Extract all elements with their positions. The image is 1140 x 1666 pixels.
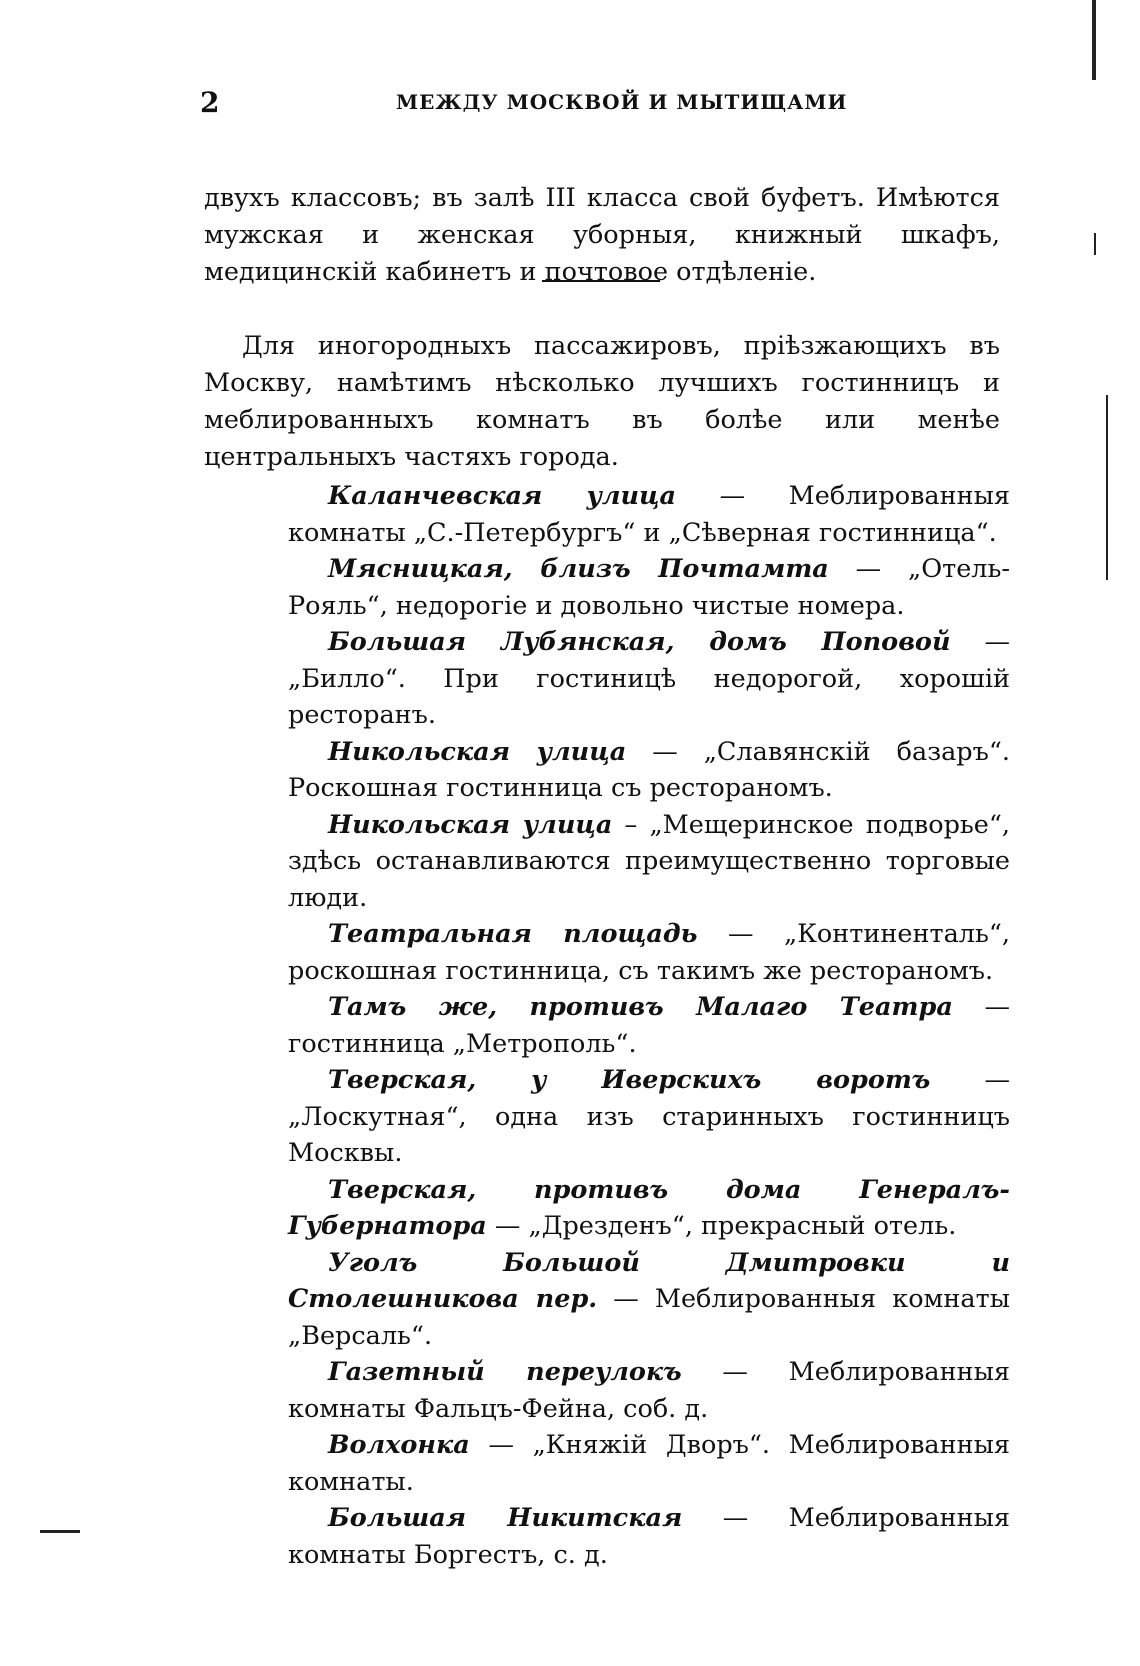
running-title: МЕЖДУ МОСКВОЙ И МЫТИЩАМИ xyxy=(396,90,848,114)
entry-text: — „Отель-Рояль“, недорогіе и довольно чистые номера. xyxy=(288,554,1010,621)
entry-place: Уголъ Большой Дмитровки и Столешникова пер. xyxy=(288,1247,1010,1314)
entry-text: — Меблированныя комнаты „С.-Петербургъ“ и „Сѣверная гостинница“. xyxy=(288,481,1011,548)
entry-text: — „Лоскутная“, одна изъ старинныхъ гостинницъ Москвы. xyxy=(288,1065,1011,1168)
list-item xyxy=(288,1172,1010,1245)
list-item xyxy=(288,807,1010,917)
list-item xyxy=(288,624,1010,734)
entry-place: Тамъ же, противъ Малаго Театра xyxy=(328,992,953,1022)
list-item xyxy=(288,734,1010,807)
entry-place: Большая Никитская xyxy=(328,1503,683,1533)
list-item xyxy=(288,989,1010,1062)
entry-place: Театральная площадь xyxy=(328,919,698,949)
entry-place: Тверская, противъ дома Генералъ-Губернатора xyxy=(288,1174,1010,1241)
entry-text: — „Княжій Дворъ“. Меблированныя комнаты. xyxy=(288,1430,1010,1497)
hotel-list xyxy=(288,478,1010,1573)
list-item xyxy=(288,1245,1010,1355)
list-item xyxy=(288,1500,1010,1573)
entry-place: Мясницкая, близъ Почтамта xyxy=(328,554,829,584)
entry-place: Никольская улица xyxy=(328,736,627,767)
entry-place: Каланчевская улица xyxy=(328,481,677,511)
entry-place: Тверская, у Иверскихъ воротъ xyxy=(328,1065,931,1095)
entry-text: — Меблированныя комнаты Боргестъ, с. д. xyxy=(288,1503,1010,1570)
entry-place: Никольская улица xyxy=(328,809,613,840)
entry-text: — гостинница „Метрополь“. xyxy=(288,992,1010,1059)
paragraph-intro: Для иногородныхъ пассажировъ, пріѣзжающихъ въ Москву, намѣтимъ нѣсколько лучшихъ гостинницъ и меблированныхъ комнатъ въ болѣе или менѣе центральныхъ частяхъ города. xyxy=(204,330,1000,472)
entry-text: – „Мещеринское подворье“, здѣсь останавливаются преимущественно торговые люди. xyxy=(288,809,1011,913)
entry-text: — Меблированныя комнаты „Версаль“. xyxy=(288,1284,1010,1351)
list-item xyxy=(288,551,1010,624)
scan-edge-line xyxy=(1092,0,1096,80)
scan-dash-mark xyxy=(40,1530,80,1533)
list-item xyxy=(288,1354,1010,1427)
section-divider xyxy=(542,280,660,282)
list-item xyxy=(288,916,1010,989)
entry-text: — „Дрезденъ“, прекрасный отель. xyxy=(486,1211,957,1241)
entry-text: — „Билло“. При гостиницѣ недорогой, хорошій ресторанъ. xyxy=(288,627,1010,730)
list-item xyxy=(288,478,1010,551)
entry-place: Газетный переулокъ xyxy=(328,1357,682,1387)
scan-edge-line xyxy=(1106,395,1108,580)
entry-text: — „Славянскій базаръ“. Роскошная гостинница съ рестораномъ. xyxy=(288,736,1010,803)
page-header xyxy=(200,86,970,122)
list-item xyxy=(288,1427,1010,1500)
entry-place: Волхонка xyxy=(328,1430,470,1460)
list-item xyxy=(288,1062,1010,1172)
page-number: 2 xyxy=(200,86,220,119)
entry-place: Большая Лубянская, домъ Поповой xyxy=(328,627,951,657)
paragraph-stations: двухъ классовъ; въ залѣ III класса свой буфетъ. Имѣются мужская и женская уборныя, книжный шкафъ, медицинскій кабинетъ и почтовое отдѣленіе. xyxy=(204,182,1000,287)
entry-text: — „Континенталь“, роскошная гостинница, съ такимъ же рестораномъ. xyxy=(288,919,1010,986)
scan-edge-line xyxy=(1094,233,1096,255)
entry-text: — Меблированныя комнаты Фальцъ-Фейна, соб. д. xyxy=(288,1357,1010,1424)
